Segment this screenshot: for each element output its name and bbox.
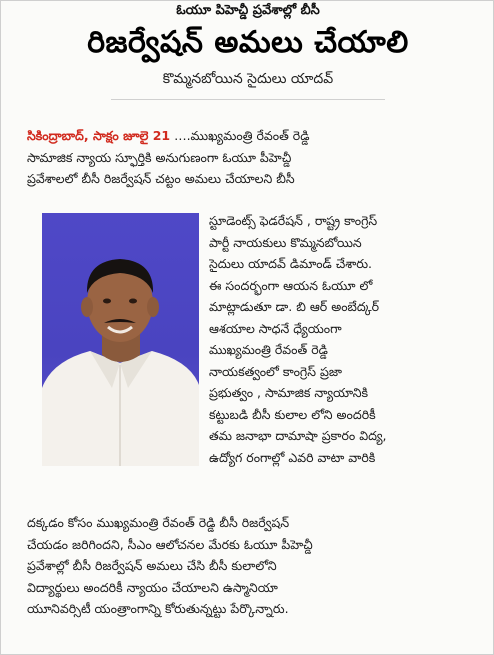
intro-line: ప్రవేశాలలో బీసీ రిజర్వేషన్ చట్టం అమలు చేయాలని బీసీ bbox=[27, 171, 295, 186]
intro-line: సామాజిక న్యాయ స్ఫూర్తికి అనుగుణంగా ఓయూ పీహెచ్డీ bbox=[27, 149, 292, 165]
intro-paragraph bbox=[27, 125, 467, 190]
closing-paragraph bbox=[27, 512, 467, 620]
bottom-line: విద్యార్థులు అందరికీ న్యాయం చేయాలని ఉస్మానియా bbox=[27, 579, 278, 595]
side-column-paragraph bbox=[209, 210, 467, 468]
side-line: సైదులు యాదవ్ డిమాండ్ చేశారు. bbox=[209, 256, 373, 271]
side-line: ఆశయాల సాధనే ధ్యేయంగా bbox=[209, 320, 342, 336]
side-line: పార్టీ నాయకులు కొమ్మనబోయిన bbox=[209, 234, 362, 250]
side-line: కట్టుబడి బీసీ కులాల లోని అందరికీ bbox=[209, 406, 376, 422]
bottom-line: దక్కడం కోసం ముఖ్యమంత్రి రేవంత్ రెడ్డి బీసీ రిజర్వేషన్ bbox=[27, 515, 290, 530]
side-line: తమ జనాభా దామాషా ప్రకారం విద్య, bbox=[209, 428, 387, 443]
intro-line bbox=[27, 125, 467, 147]
bottom-line: యూనివర్సిటీ యంత్రాంగాన్ని కోరుతున్నట్టు పేర్కొన్నారు. bbox=[27, 601, 289, 616]
side-line: ఉద్యోగ రంగాల్లో ఎవరి వాటా వారికి bbox=[209, 449, 376, 465]
side-line: నాయకత్వంలో కాంగ్రెస్ ప్రజా bbox=[209, 363, 342, 379]
side-line: మాట్లాడుతూ డా. బి ఆర్ అంబేద్కర్ bbox=[209, 299, 380, 314]
bottom-line: చేయడం జరిగిందని, సీఎం ఆలోచనల మేరకు ఓయూ పీహెచ్డీ bbox=[27, 536, 313, 552]
side-line: ఈ సందర్భంగా ఆయన ఓయూ లో bbox=[209, 277, 373, 293]
dateline: సికింద్రాబాద్, సాక్షం జూలై 21 bbox=[27, 128, 171, 143]
headline: రిజర్వేషన్ అమలు చేయాలి bbox=[87, 25, 409, 60]
kicker-line: ఓయూ పిహెచ్డీ ప్రవేశాల్లో బీసీ bbox=[176, 3, 320, 18]
bottom-line: ప్రవేశాల్లో బీసీ రిజర్వేషన్ అమలు చేసి బీసీ కులాలోని bbox=[27, 558, 277, 573]
intro-line-text: ….ముఖ్యమంత్రి రేవంత్ రెడ్డి bbox=[170, 128, 310, 143]
side-line: ముఖ్యమంత్రి రేవంత్ రెడ్డి bbox=[209, 342, 328, 357]
side-line: స్టూడెంట్స్ ఫెడరేషన్ , రాష్ట్ర కాంగ్రెస్ bbox=[209, 213, 378, 228]
portrait-photo bbox=[42, 213, 199, 466]
side-line: ప్రభుత్వం , సామాజిక న్యాయానికి bbox=[209, 385, 369, 400]
byline-rule bbox=[111, 99, 385, 100]
person-photo-illustration bbox=[42, 213, 199, 466]
byline: కొమ్మనబోయిన సైదులు యాదవ్ bbox=[162, 71, 334, 87]
